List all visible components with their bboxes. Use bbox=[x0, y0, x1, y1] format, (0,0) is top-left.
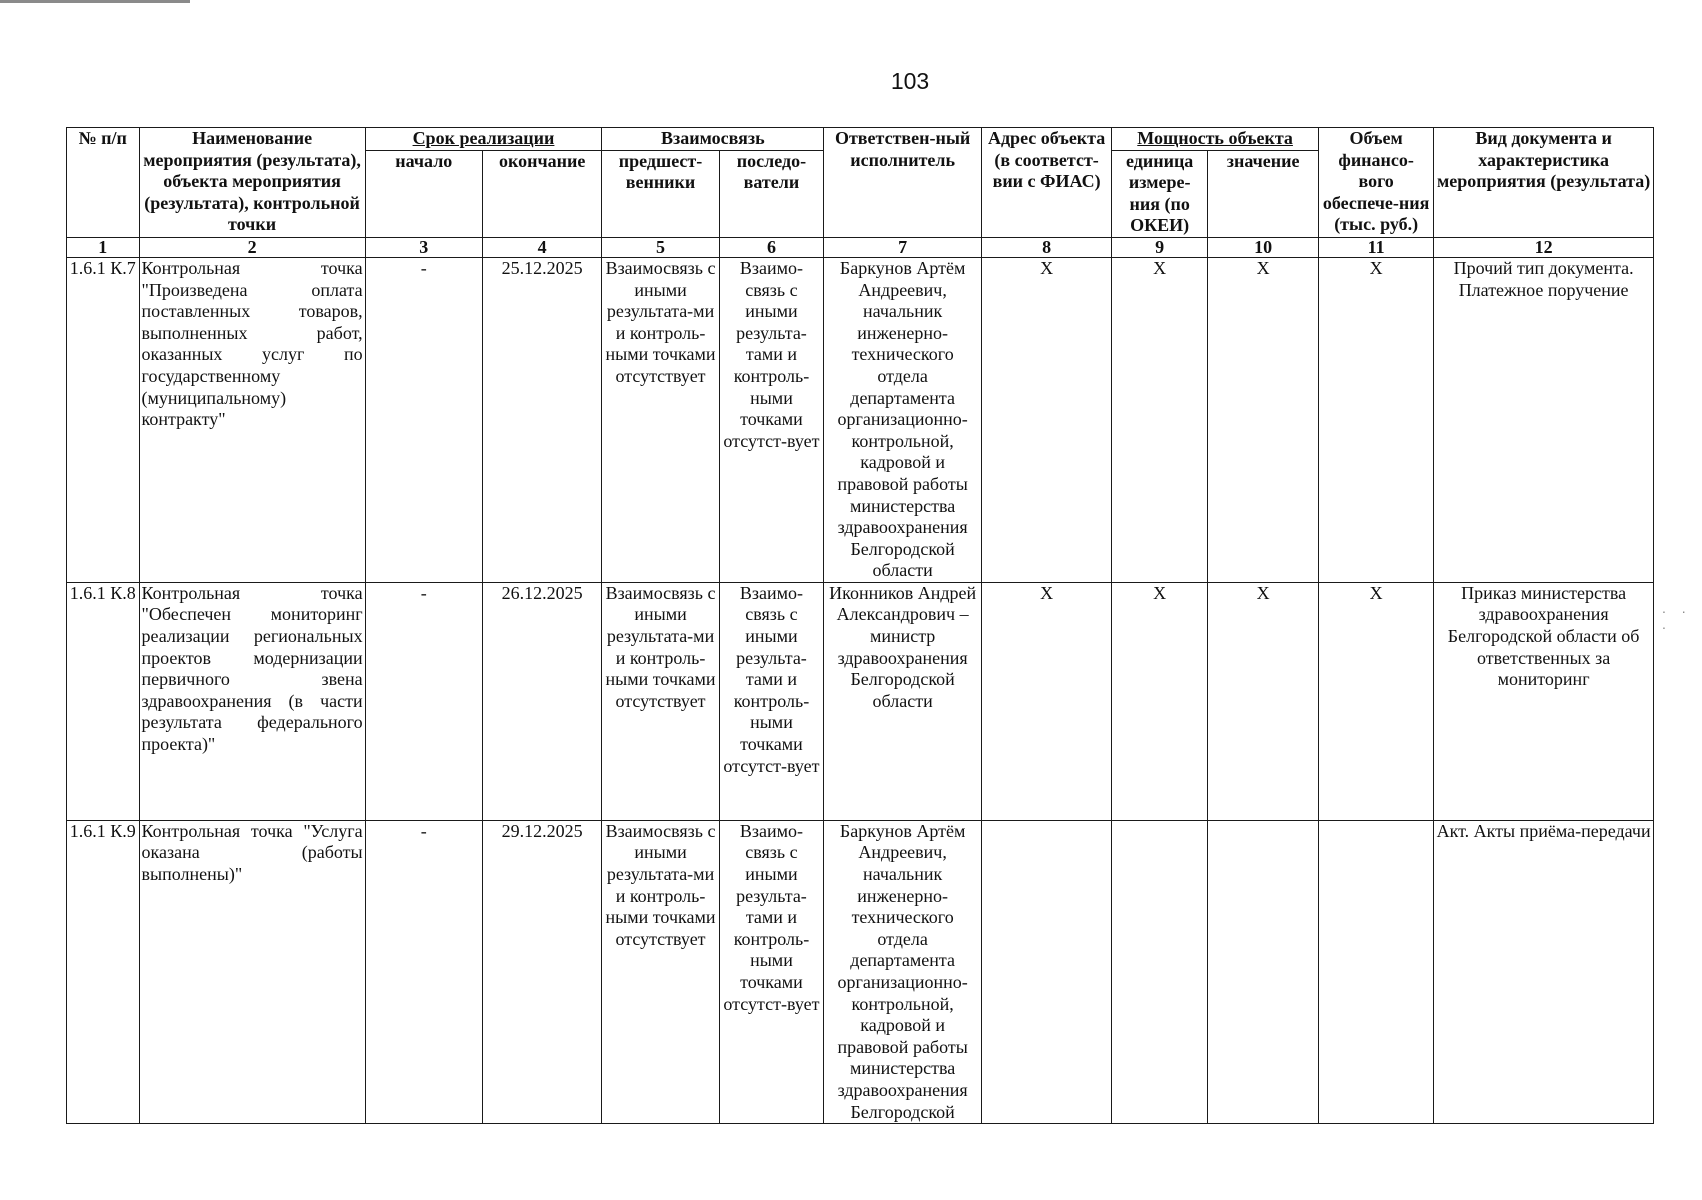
header-unit: единица измере-ния (по ОКЕИ) bbox=[1112, 150, 1208, 237]
row-value bbox=[1208, 820, 1319, 1123]
column-number: 3 bbox=[365, 237, 482, 257]
row-num: 1.6.1 К.7 bbox=[67, 257, 140, 582]
column-number: 9 bbox=[1112, 237, 1208, 257]
row-responsible: Баркунов Артём Андреевич, начальник инженерно-технического отдела департамента организационно-контрольной, кадровой и правовой работы министерства здравоохранения Белгородской области bbox=[824, 257, 982, 582]
row-end: 26.12.2025 bbox=[482, 582, 601, 820]
row-num: 1.6.1 К.8 bbox=[67, 582, 140, 820]
row-address bbox=[982, 820, 1112, 1123]
header-finance: Объем финансо-вого обеспече-ния (тыс. руб.) bbox=[1319, 128, 1434, 238]
row-finance: Х bbox=[1319, 582, 1434, 820]
header-vzaim-group: Взаимосвязь bbox=[602, 128, 824, 151]
column-number: 8 bbox=[982, 237, 1112, 257]
row-num: 1.6.1 К.9 bbox=[67, 820, 140, 1123]
row-end: 29.12.2025 bbox=[482, 820, 601, 1123]
row-unit bbox=[1112, 820, 1208, 1123]
column-number: 12 bbox=[1434, 237, 1654, 257]
header-srok-text: Срок реализации bbox=[412, 128, 555, 148]
header-successors: последо-ватели bbox=[719, 150, 824, 237]
column-number: 1 bbox=[67, 237, 140, 257]
header-row-1 bbox=[67, 128, 1654, 151]
row-finance: Х bbox=[1319, 257, 1434, 582]
header-moshch-text: Мощность объекта bbox=[1137, 128, 1293, 148]
register-table bbox=[66, 127, 1654, 1124]
table-row bbox=[67, 820, 1654, 1123]
column-number-row bbox=[67, 237, 1654, 257]
row-value: Х bbox=[1208, 257, 1319, 582]
scan-artifact-dots: . . . bbox=[1662, 600, 1692, 632]
scan-edge-line bbox=[0, 0, 190, 3]
column-number: 10 bbox=[1208, 237, 1319, 257]
row-predecessors: Взаимосвязь с иными результата-ми и контроль-ными точками отсутствует bbox=[602, 582, 719, 820]
row-responsible: Баркунов Артём Андреевич, начальник инженерно-технического отдела департамента организационно-контрольной, кадровой и правовой работы министерства здравоохранения Белгородской bbox=[824, 820, 982, 1123]
row-address: Х bbox=[982, 582, 1112, 820]
table-row bbox=[67, 257, 1654, 582]
row-responsible: Иконников Андрей Александрович – министр здравоохранения Белгородской области bbox=[824, 582, 982, 820]
row-successors: Взаимо-связь с иными результа-тами и контроль-ными точками отсутст-вует bbox=[719, 820, 824, 1123]
header-srok-group bbox=[365, 128, 602, 151]
header-doc: Вид документа и характеристика мероприятия (результата) bbox=[1434, 128, 1654, 238]
header-end: окончание bbox=[482, 150, 601, 237]
row-end: 25.12.2025 bbox=[482, 257, 601, 582]
row-doc: Прочий тип документа. Платежное поручение bbox=[1434, 257, 1654, 582]
column-number: 7 bbox=[824, 237, 982, 257]
header-name bbox=[139, 128, 365, 238]
row-doc: Акт. Акты приёма-передачи bbox=[1434, 820, 1654, 1123]
row-start: - bbox=[365, 582, 482, 820]
column-number: 5 bbox=[602, 237, 719, 257]
row-start: - bbox=[365, 257, 482, 582]
row-successors: Взаимо-связь с иными результа-тами и контроль-ными точками отсутст-вует bbox=[719, 257, 824, 582]
header-start: начало bbox=[365, 150, 482, 237]
row-successors: Взаимо-связь с иными результа-тами и контроль-ными точками отсутст-вует bbox=[719, 582, 824, 820]
header-address: Адрес объекта (в соответст-вии с ФИАС) bbox=[982, 128, 1112, 238]
row-start: - bbox=[365, 820, 482, 1123]
row-doc: Приказ министерства здравоохранения Белгородской области об ответственных за мониторинг bbox=[1434, 582, 1654, 820]
header-predecessors: предшест-венники bbox=[602, 150, 719, 237]
row-name: Контрольная точка "Услуга оказана (работы выполнены)" bbox=[139, 820, 365, 1123]
row-address: Х bbox=[982, 257, 1112, 582]
header-num: № п/п bbox=[67, 128, 140, 238]
row-name: Контрольная точка "Произведена оплата поставленных товаров, выполненных работ, оказанных услуг по государственному (муниципальному) контракту" bbox=[139, 257, 365, 582]
table-row bbox=[67, 582, 1654, 820]
column-number: 11 bbox=[1319, 237, 1434, 257]
row-unit: Х bbox=[1112, 257, 1208, 582]
header-name-text: Наименование мероприятия (результата), объекта мероприятия (результата), контрольной точки bbox=[143, 128, 361, 235]
header-responsible: Ответствен-ный исполнитель bbox=[824, 128, 982, 238]
header-value: значение bbox=[1208, 150, 1319, 237]
row-predecessors: Взаимосвязь с иными результата-ми и контроль-ными точками отсутствует bbox=[602, 820, 719, 1123]
row-unit: Х bbox=[1112, 582, 1208, 820]
row-predecessors: Взаимосвязь с иными результата-ми и контроль-ными точками отсутствует bbox=[602, 257, 719, 582]
column-number: 4 bbox=[482, 237, 601, 257]
column-number: 6 bbox=[719, 237, 824, 257]
row-value: Х bbox=[1208, 582, 1319, 820]
row-name: Контрольная точка "Обеспечен мониторинг реализации региональных проектов модернизации первичного звена здравоохранения (в части результата федерального проекта)" bbox=[139, 582, 365, 820]
row-finance bbox=[1319, 820, 1434, 1123]
page-number: 103 bbox=[890, 68, 930, 94]
column-number: 2 bbox=[139, 237, 365, 257]
header-moshch-group bbox=[1112, 128, 1319, 151]
